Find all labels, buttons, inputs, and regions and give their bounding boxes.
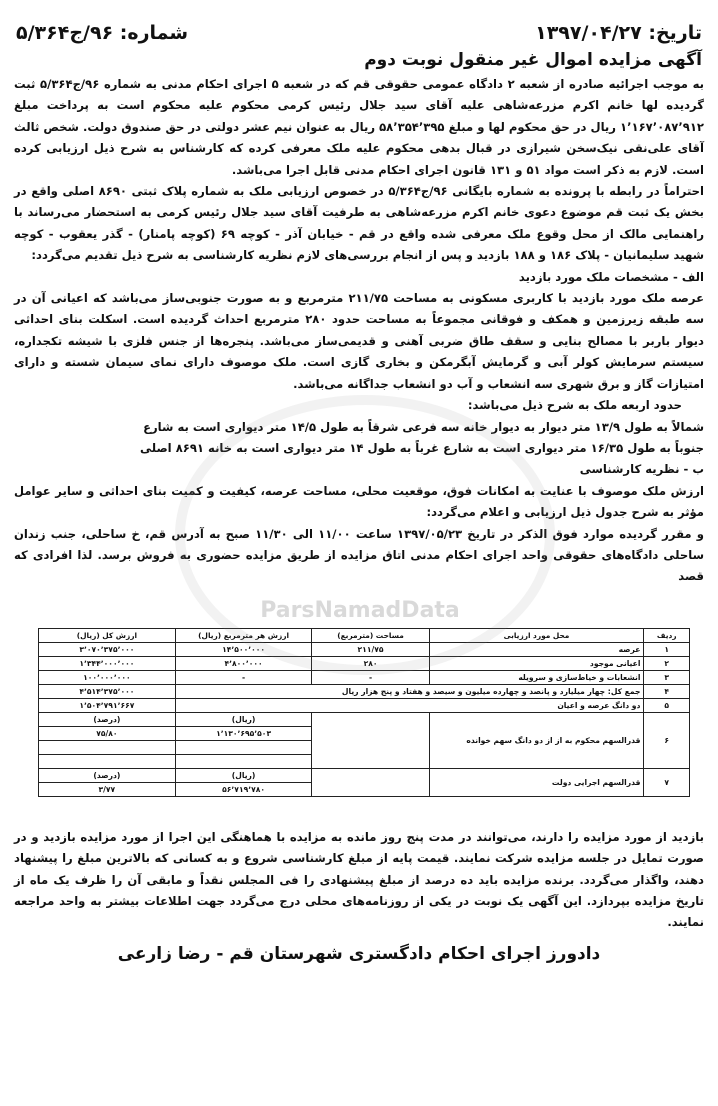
sum-text: جمع کل: چهار میلیارد و پانصد و چهارده میلیون و سیصد و هفتاد و پنج هزار ریال <box>175 684 644 698</box>
table-row <box>39 712 690 726</box>
column-header: ردیف <box>644 628 690 642</box>
row-item: قدرالسهم محکوم به از از دو دانگ سهم خوانده <box>429 712 644 768</box>
column-header: مساحت (مترمربع) <box>312 628 429 642</box>
share-rial: ۱٬۱۳۰٬۶۹۵٬۵۰۳ <box>175 726 312 740</box>
bounds-heading: حدود اربعه ملک به شرح ذیل می‌باشد: <box>467 398 682 413</box>
row-area: ۲۱۱/۷۵ <box>312 642 429 656</box>
unit-label: (درصد) <box>39 712 176 726</box>
paragraph-intro: به موجب اجرائیه صادره از شعبه ۲ دادگاه عمومی حقوقی قم که در شعبه ۵ اجرای احکام مدنی به شماره ۹۶/ج۵/۳۶۴ ثبت گردیده لها خانم اکرم مزرعه‌شاهی علیه آقای سید جلال رئیس کرمی محکوم علیه محکوم است به پرداخت مبلغ ۱٬۱۶۷٬۰۸۷٬۹۱۲ ریال در حق محکوم لها و مبلغ ۵۸٬۳۵۴٬۳۹۵ ریال به عنوان نیم عشر دولتی در حق صندوق دولت. شخص ثالث آقای علی‌نقی نیک‌سخن شیرازی در قبال بدهی محکوم علیه ملک معرفی کرده که کارشناس به شرح ذیل ارزیابی کرده است. لازم به ذکر است مواد ۵۱ و ۱۳۱ قانون اجرای احکام مدنی قابل اجرا می‌باشد. <box>14 77 705 177</box>
row-total: ۱٬۳۴۴٬۰۰۰٬۰۰۰ <box>39 656 176 670</box>
empty-cell <box>175 754 312 768</box>
row-item: دو دانگ عرصه و اعیان <box>175 698 644 712</box>
notice-header <box>16 22 702 44</box>
unit-label: (ریال) <box>175 712 312 726</box>
empty-cell <box>39 754 176 768</box>
row-area: ۲۸۰ <box>312 656 429 670</box>
section-a-heading: الف - مشخصات ملک مورد بازدید <box>518 269 704 284</box>
bounds-line-2: جنوباً به طول ۱۶/۳۵ متر دیواری است به شارع غرباً به طول ۱۴ متر دیواری است به خانه ۸۶۹۱ اصلی <box>140 440 704 455</box>
row-number: ۶ <box>644 712 690 768</box>
row-item: عرصه <box>429 642 644 656</box>
unit-label: (ریال) <box>175 768 312 782</box>
unit-label: (درصد) <box>39 768 176 782</box>
column-header: ارزش هر مترمربع (ریال) <box>175 628 312 642</box>
empty-cell <box>39 740 176 754</box>
section-b-heading: ب - نظریه کارشناسی <box>579 462 704 477</box>
notice-date: تاریخ: ۱۳۹۷/۰۴/۲۷ <box>535 22 702 44</box>
paragraph-valuation: ارزش ملک موصوف با عنایت به امکانات فوق، موقعیت محلی، مساحت عرصه، کیفیت و کمیت بنای احداثی و سایر عوامل مؤثر به شرح جدول ذیل ارزیابی و اعلام می‌گردد: <box>14 483 704 520</box>
sum-total: ۴٬۵۱۴٬۳۷۵٬۰۰۰ <box>39 684 176 698</box>
notice-title: آگهی مزایده اموال غیر منقول نوبت دوم <box>364 50 702 70</box>
row-number: ۳ <box>644 670 690 684</box>
paragraph-conditions: بازدید از مورد مزایده را دارند، می‌توانند در مدت پنج روز مانده به مزایده با هماهنگی این اجرا از مورد مزایده بازدید و در صورت تمایل در جلسه مزایده شرکت نمایند. قیمت پایه از مبلغ کارشناسی شروع و به کسانی که بالاترین مبلغ را پیشنهاد دهند، واگذار می‌گردد. برنده مزایده باید ده درصد از مبلغ پیشنهادی را فی المجلس نقداً و مابقی آن را ظرف یک ماه از تاریخ مزایده بپردازد. این آگهی یک نوبت در یکی از روزنامه‌های محلی درج می‌گردد جهت اطلاعات بیشتر به واحد مراجعه نمایند. <box>14 829 704 930</box>
row-unit-price: - <box>175 670 312 684</box>
empty-cell <box>312 768 429 796</box>
row-number: ۴ <box>644 684 690 698</box>
row-number: ۵ <box>644 698 690 712</box>
watermark-text: ParsNamadData <box>260 598 460 623</box>
row-total: ۳٬۰۷۰٬۳۷۵٬۰۰۰ <box>39 642 176 656</box>
seal-watermark <box>175 395 555 675</box>
row-total: ۱٬۵۰۴٬۷۹۱٬۶۶۷ <box>39 698 176 712</box>
signature-line: دادورز اجرای احکام دادگستری شهرستان قم - رضا زارعی <box>117 943 601 964</box>
row-number: ۷ <box>644 768 690 796</box>
row-item: قدرالسهم اجرایی دولت <box>429 768 644 796</box>
table-row-sum <box>39 684 690 698</box>
row-area: - <box>312 670 429 684</box>
table-row <box>39 768 690 782</box>
row-unit-price: ۱۴٬۵۰۰٬۰۰۰ <box>175 642 312 656</box>
notice-number: شماره: ۹۶/ج۵/۳۶۴ <box>16 22 189 44</box>
bounds-line-1: شمالاً به طول ۱۳/۹ متر دیوار به دیوار خانه سه فرعی شرقاً به طول ۱۴/۵ متر دیواری است به شارع <box>143 419 704 434</box>
column-header: ارزش کل (ریال) <box>39 628 176 642</box>
empty-cell <box>175 740 312 754</box>
column-header: محل مورد ارزیابی <box>429 628 644 642</box>
row-number: ۲ <box>644 656 690 670</box>
row-item: اعیانی موجود <box>429 656 644 670</box>
row-item: انشعابات و خیاط‌سازی و سرویله <box>429 670 644 684</box>
paragraph-property-description: عرصه ملک مورد بازدید با کاربری مسکونی به مساحت ۲۱۱/۷۵ مترمربع و به صورت جنوبی‌ساز می‌باشد که اعیانی آن در سه طبقه زیرزمین و همکف و فوقانی مجموعاً به مساحت حدود ۲۸۰ مترمربع احداث گردیده است. اسکلت بنای احداثی دیوار باربر با مصالح بنایی و سقف طاق ضربی آهنی و قدیمی‌ساز می‌باشد. پنجره‌ها از جنس فلزی با شیشه تکجداره، سیستم سرمایش کولر آبی و گرمایش آبگرمکن و بخاری گازی است. ملک موصوف دارای نمای سیمان شسته و دارای امتیازات گاز و برق شهری سه انشعاب و آب دو انشعاب جداگانه می‌باشد. <box>14 291 704 391</box>
empty-cell <box>312 712 429 768</box>
share-percent: ۳/۷۷ <box>39 782 176 796</box>
row-total: ۱۰۰٬۰۰۰٬۰۰۰ <box>39 670 176 684</box>
row-unit-price: ۴٬۸۰۰٬۰۰۰ <box>175 656 312 670</box>
share-percent: ۷۵/۸۰ <box>39 726 176 740</box>
paragraph-expert-intro: احتراماً در رابطه با پرونده به شماره بایگانی ۹۶/ج۵/۳۶۴ در خصوص ارزیابی ملک به شماره پلاک ثبتی ۸۶۹۰ اصلی واقع در بخش یک ثبت قم موضوع دعوی خانم اکرم مزرعه‌شاهی به طرفیت آقای سید جلال رئیس کرمی به استحضار می‌رساند با راهنمایی مالک از محل وقوع ملک معرفی شده واقع در قم - خیابان آذر - کوچه ۶۹ (کوچه پامنار) - گذر یعقوب - کوچه شهید سلیمانیان - پلاک ۱۸۶ و ۱۸۸ بازدید و پس از انجام بررسی‌های لازم نظریه کارشناسی به شرح ذیل تقدیم می‌گردد: <box>14 184 705 263</box>
paragraph-auction-date: و مقرر گردیده موارد فوق الذکر در تاریخ ۱۳۹۷/۰۵/۲۳ ساعت ۱۱/۰۰ الی ۱۱/۳۰ صبح به آدرس قم، خ ساحلی، جنب زندان ساحلی دادگاه‌های حقوقی واحد اجرای احکام مدنی اتاق مزایده از طریق مزایده حضوری به فروش برسد. لذا افرادی که قصد <box>14 526 704 584</box>
row-number: ۱ <box>644 642 690 656</box>
table-row <box>39 698 690 712</box>
share-rial: ۵۶٬۷۱۹٬۷۸۰ <box>175 782 312 796</box>
